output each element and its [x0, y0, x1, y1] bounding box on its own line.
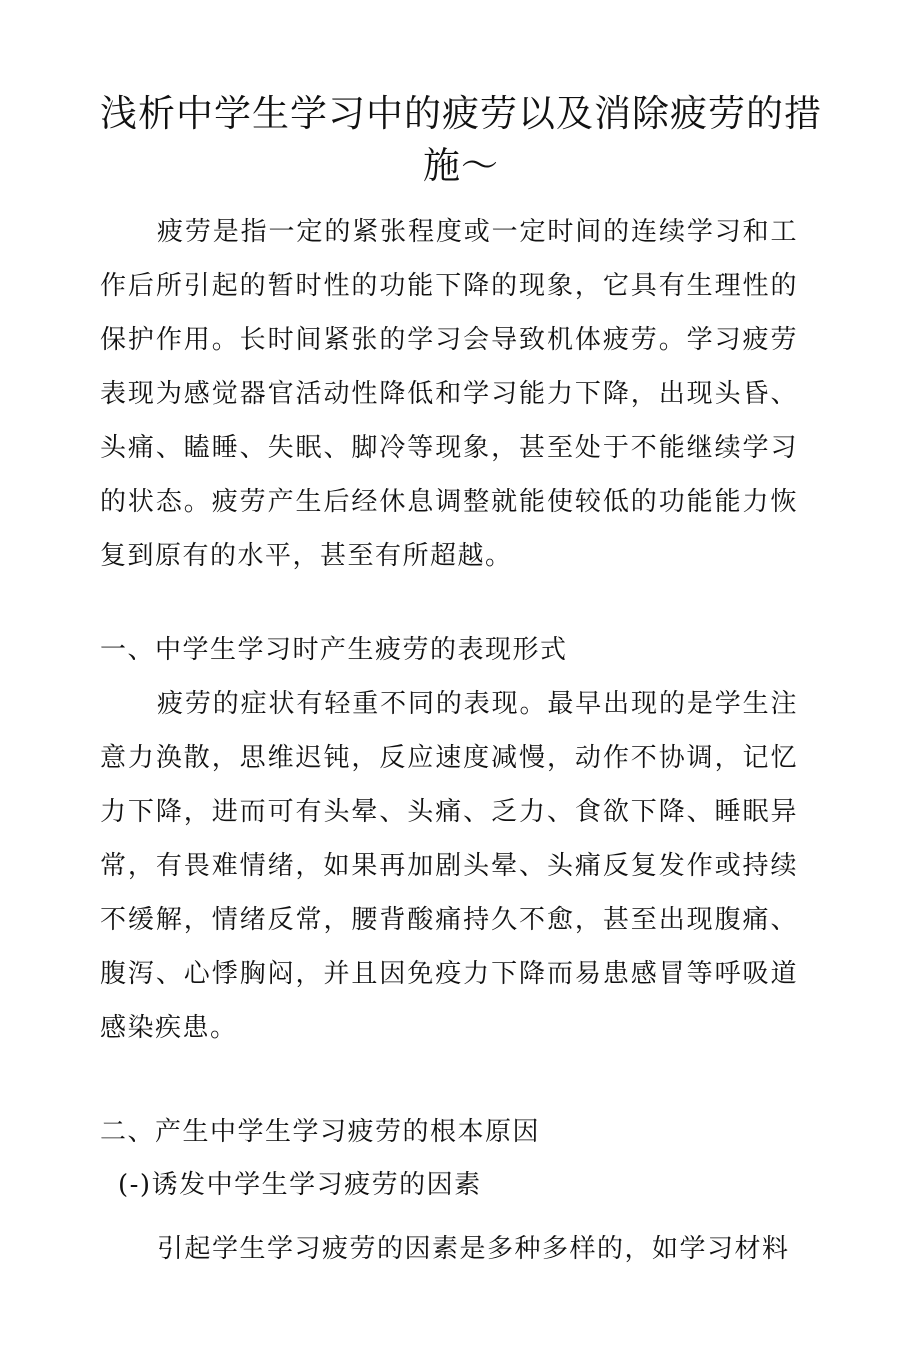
intro-paragraph: 疲劳是指一定的紧张程度或一定时间的连续学习和工作后所引起的暂时性的功能下降的现象，它具有生理性的保护作用。长时间紧张的学习会导致机体疲劳。学习疲劳表现为感觉器官活动性降低和学习能力下降，出现头昏、头痛、瞌睡、失眠、脚冷等现象，甚至处于不能继续学习的状态。疲劳产生后经休息调整就能使较低的功能能力恢复到原有的水平，甚至有所超越。 [100, 217, 798, 571]
document-title: 浅析中学生学习中的疲劳以及消除疲劳的措施～ [100, 92, 822, 187]
section-2-paragraph: 引起学生学习疲劳的因素是多种多样的，如学习材料 [157, 1234, 790, 1264]
section-1-heading: 一、中学生学习时产生疲劳的表现形式 [100, 635, 568, 665]
section-2-heading: 二、产生中学生学习疲劳的根本原因 [100, 1117, 541, 1147]
section-2-subheading: (-)诱发中学生学习疲劳的因素 [118, 1170, 482, 1200]
section-1-paragraph: 疲劳的症状有轻重不同的表现。最早出现的是学生注意力涣散，思维迟钝，反应速度减慢，动作不协调，记忆力下降，进而可有头晕、头痛、乏力、食欲下降、睡眠异常，有畏难情绪，如果再加剧头晕、头痛反复发作或持续不缓解，情绪反常，腰背酸痛持久不愈，甚至出现腹痛、腹泻、心悸胸闷，并且因免疫力下降而易患感冒等呼吸道感染疾患。 [100, 689, 798, 1043]
